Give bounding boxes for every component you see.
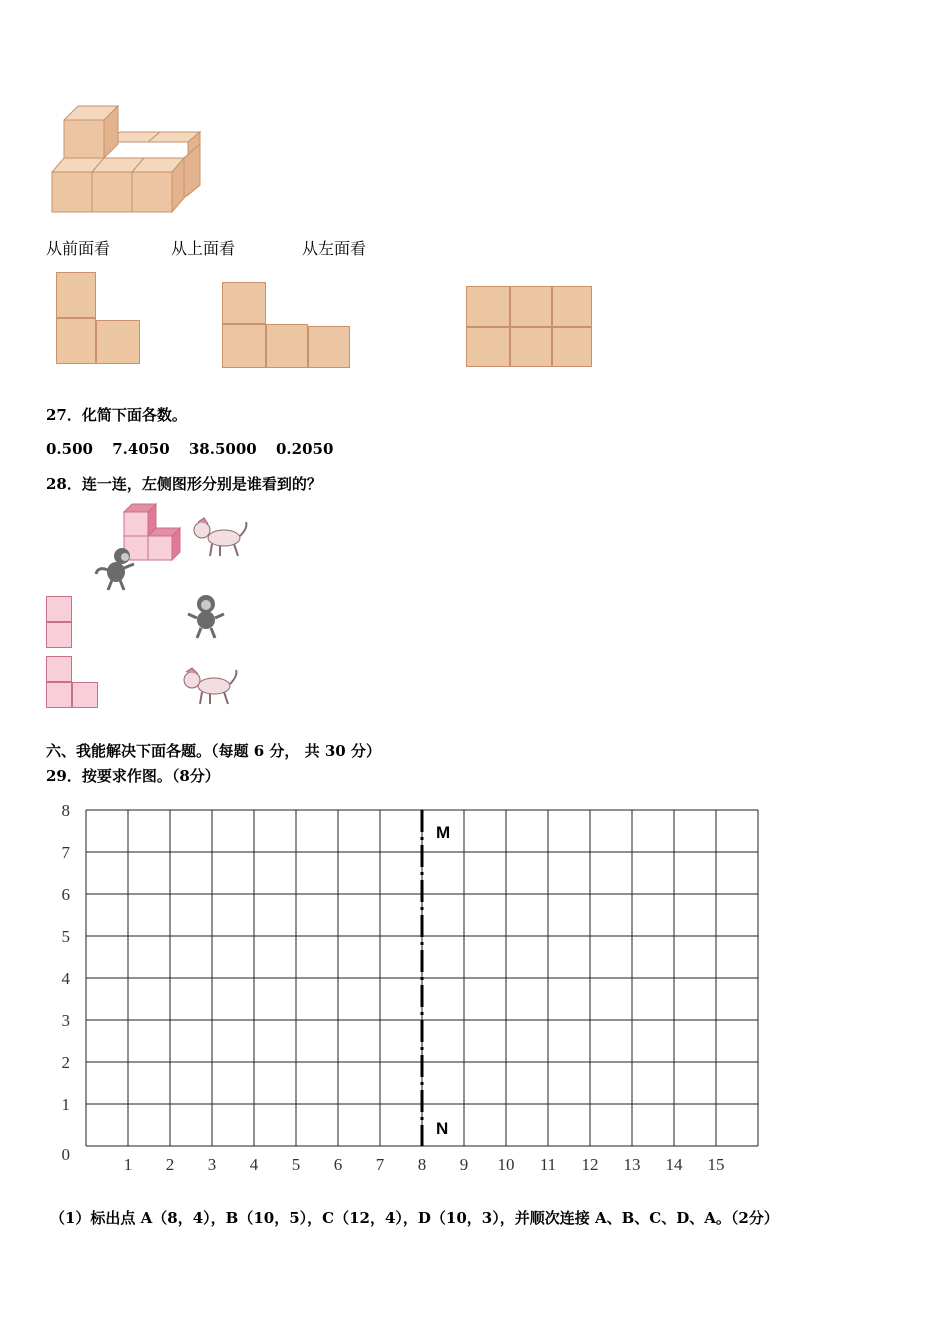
x-tick-label: 2 <box>165 1155 175 1174</box>
q28-title: 28．连一连，左侧图形分别是谁看到的？ <box>46 475 322 493</box>
y-tick-label: 4 <box>61 969 70 988</box>
pink-view-l-shape <box>46 656 98 708</box>
dog-icon <box>180 664 240 708</box>
y-tick-label: 6 <box>61 885 70 904</box>
q27-number-2: 7.4050 <box>112 440 170 458</box>
x-tick-label: 1 <box>123 1155 133 1174</box>
x-tick-label: 10 <box>497 1155 515 1174</box>
y-tick-label: 8 <box>61 801 70 820</box>
x-tick-label: 3 <box>207 1155 217 1174</box>
x-tick-label: 12 <box>581 1155 599 1174</box>
x-tick-label: 14 <box>665 1155 683 1174</box>
pink-view-vertical <box>46 596 72 648</box>
q29-sub1: （1）标出点 A（8，4），B（10，5），C（12，4），D（10，3），并顺次连接 A、B、C、D、A。（2分） <box>50 1209 779 1227</box>
q27-number-3: 38.5000 <box>188 440 257 458</box>
q27-number-4: 0.2050 <box>275 440 334 458</box>
q27-title: 27．化简下面各数。 <box>46 406 187 424</box>
x-tick-label: 5 <box>291 1155 301 1174</box>
line-label-m: M <box>436 823 451 842</box>
q29-title: 29．按要求作图。（8分） <box>46 767 220 785</box>
top-view-shape <box>222 282 352 368</box>
left-view-shape <box>466 286 594 368</box>
x-tick-label: 9 <box>459 1155 469 1174</box>
x-tick-label: 11 <box>539 1155 557 1174</box>
cube-structure-figure <box>48 100 208 218</box>
y-tick-label: 3 <box>61 1011 70 1030</box>
x-tick-label: 6 <box>333 1155 343 1174</box>
y-tick-label: 5 <box>61 927 70 946</box>
line-label-n: N <box>436 1119 449 1138</box>
coordinate-grid <box>0 800 950 1180</box>
x-tick-label: 8 <box>417 1155 427 1174</box>
dog-icon <box>190 516 250 560</box>
y-tick-label: 0 <box>61 1145 70 1164</box>
x-tick-label: 15 <box>707 1155 725 1174</box>
monkey-icon <box>182 592 230 640</box>
x-tick-label: 7 <box>375 1155 385 1174</box>
y-tick-label: 1 <box>61 1095 70 1114</box>
top-view-label: 从上面看 <box>171 239 236 258</box>
front-view-shape <box>56 272 142 366</box>
x-tick-label: 4 <box>249 1155 259 1174</box>
y-tick-label: 2 <box>61 1053 70 1072</box>
x-tick-label: 13 <box>623 1155 641 1174</box>
section-6-title: 六、我能解决下面各题。（每题 6 分， 共 30 分） <box>46 742 381 760</box>
y-tick-label: 7 <box>61 843 70 862</box>
q27-numbers <box>46 440 333 458</box>
monkey-icon <box>92 544 140 592</box>
front-view-label: 从前面看 <box>46 239 111 258</box>
q27-number-1: 0.500 <box>46 440 93 458</box>
left-view-label: 从左面看 <box>302 239 367 258</box>
